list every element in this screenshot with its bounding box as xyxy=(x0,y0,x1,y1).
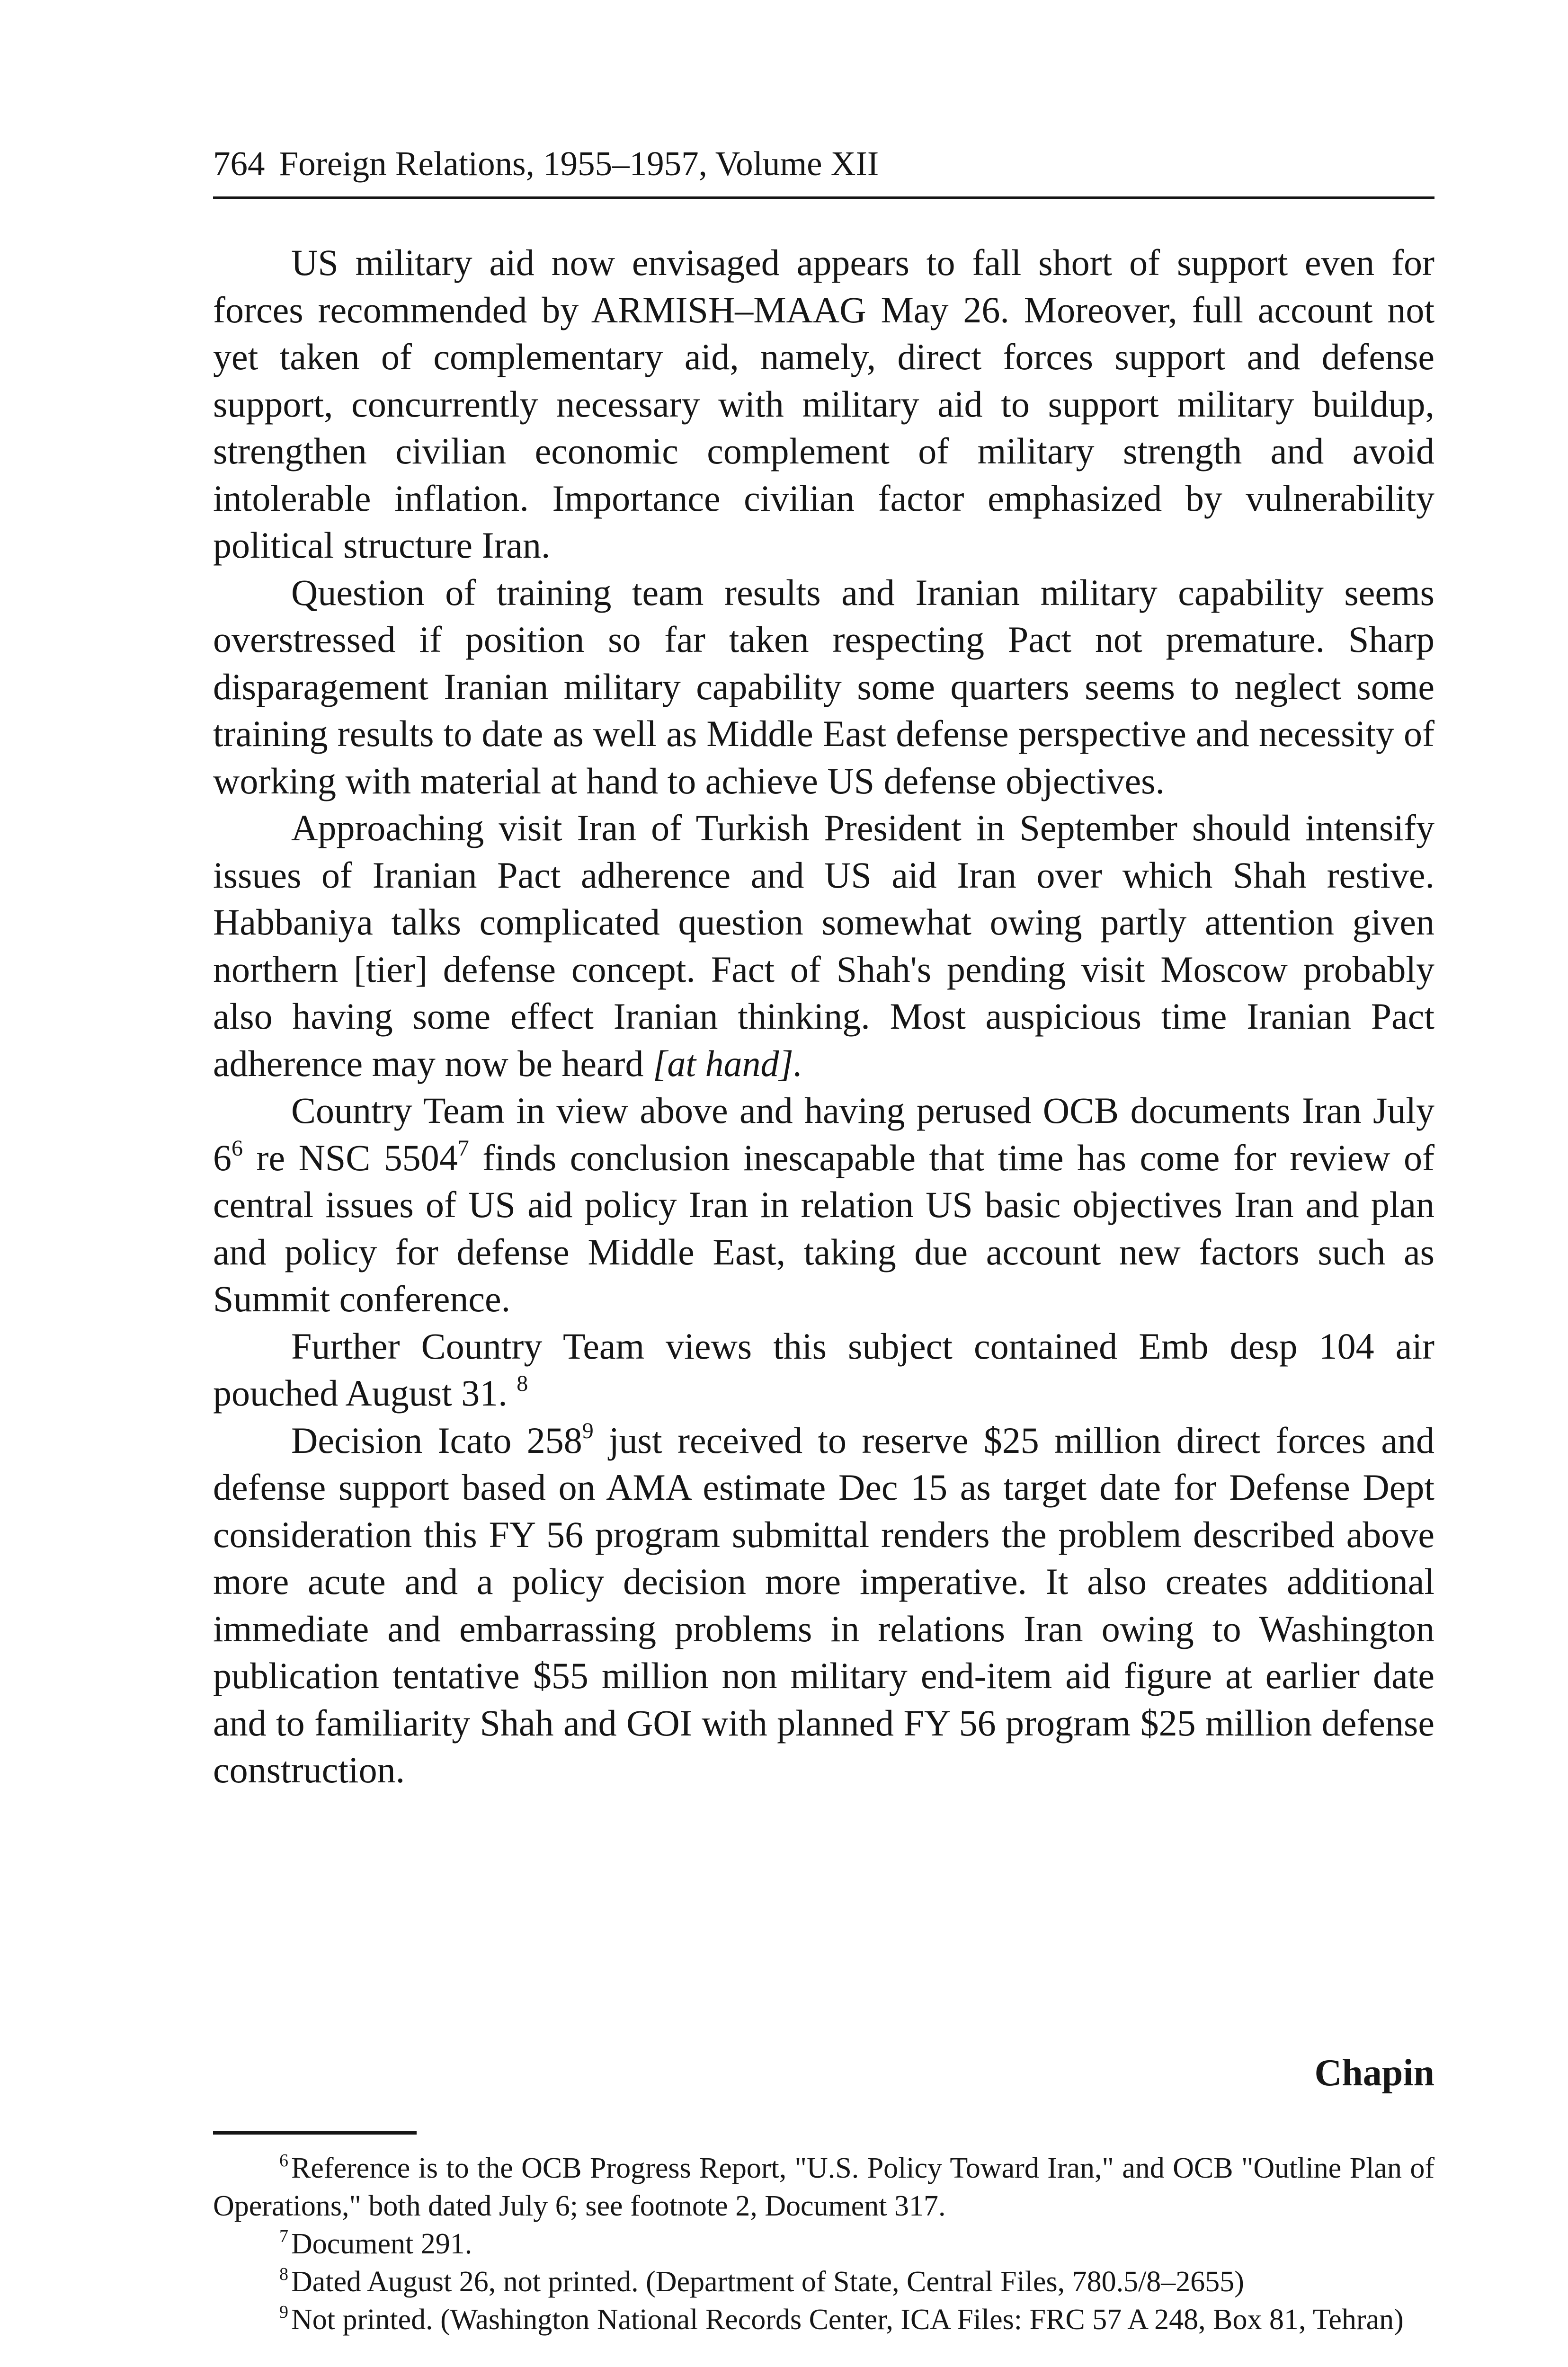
footnote-9 xyxy=(213,2301,1434,2339)
paragraph-2: Question of training team results and Iranian military capability seems overstressed if position so far taken respecting Pact not premature. Sharp disparagement Iranian military capability some quarters seems to neglect some training results to date as well as Middle East defense perspective and necessity of working with material at hand to achieve US defense objectives. xyxy=(213,571,1434,801)
paragraph-1: US military aid now envisaged appears to fall short of support even for forces recommended by ARMISH–MAAG May 26. Moreover, full account not yet taken of complementary aid, namely, direct forces support and defense support, concurrently necessary with military aid to support military buildup, strengthen civilian economic complement of military strength and avoid intolerable inflation. Importance civilian factor emphasized by vulnerability political structure Iran. xyxy=(213,242,1434,566)
footnote-ref-7[interactable]: 7 xyxy=(457,1135,469,1161)
paragraph-3 xyxy=(213,804,1434,1087)
footnotes xyxy=(213,2149,1434,2339)
page-number: 764 xyxy=(213,144,265,183)
paragraph-5 xyxy=(213,1323,1434,1417)
paragraph-6-text-b: just received to reserve $25 million direct forces and defense support based on AMA estimate Dec 15 as target date for Defense Dept consideration this FY 56 program submittal renders the problem described above more acute and a policy decision more imperative. It also creates additional immediate and embarrassing problems in relations Iran owing to Washington publication tentative $55 million non military end-item aid figure at earlier date and to familiarity Shah and GOI with planned FY 56 program $25 million defense construction. xyxy=(213,1419,1434,1790)
signature: Chapin xyxy=(1314,2052,1434,2094)
footnote-number: 8 xyxy=(279,2264,288,2285)
paragraph-4-text-b: re NSC 5504 xyxy=(243,1137,458,1178)
paragraph-5-text: Further Country Team views this subject contained Emb desp 104 air pouched August 31. xyxy=(213,1325,1434,1414)
footnote-text: Reference is to the OCB Progress Report, "U.S. Policy Toward Iran," and OCB "Outline Plan of Operations," both dated July 6; see footnote 2, Document 317. xyxy=(213,2152,1434,2222)
footnote-ref-6[interactable]: 6 xyxy=(232,1135,243,1161)
document-body xyxy=(213,239,1434,1794)
footnote-text: Document 291. xyxy=(291,2228,472,2260)
footnote-8 xyxy=(213,2263,1434,2301)
footnote-text: Not printed. (Washington National Records Center, ICA Files: FRC 57 A 248, Box 81, Tehran) xyxy=(291,2304,1404,2336)
paragraph-6-text-a: Decision Icato 258 xyxy=(291,1419,582,1461)
footnote-7 xyxy=(213,2225,1434,2263)
paragraph-3-italic: [at hand]. xyxy=(653,1042,803,1084)
footnote-ref-9[interactable]: 9 xyxy=(582,1418,594,1443)
paragraph-4-text-a: Country Team in view above and having perused OCB documents Iran July 6 xyxy=(213,1090,1434,1178)
running-title: Foreign Relations, 1955–1957, Volume XII xyxy=(279,144,879,183)
footnote-number: 6 xyxy=(279,2151,288,2171)
footnote-rule xyxy=(213,2131,417,2135)
header-rule xyxy=(213,196,1434,199)
running-header xyxy=(213,142,1434,186)
footnote-number: 7 xyxy=(279,2226,288,2247)
paragraph-4 xyxy=(213,1087,1434,1323)
paragraph-4-text-c: finds conclusion inescapable that time has come for review of central issues of US aid policy Iran in relation US basic objectives Iran and plan and policy for defense Middle East, taking due account new factors such as Summit conference. xyxy=(213,1137,1434,1319)
footnote-6 xyxy=(213,2149,1434,2225)
paragraph-3-text: Approaching visit Iran of Turkish President in September should intensify issues of Iranian Pact adherence and US aid Iran over which Shah restive. Habbaniya talks complicated question somewhat owing partly attention given northern [tier] defense concept. Fact of Shah's pending visit Moscow probably also having some effect Iranian thinking. Most auspicious time Iranian Pact adherence may now be heard xyxy=(213,807,1434,1084)
paragraph-6 xyxy=(213,1417,1434,1794)
footnote-ref-8[interactable]: 8 xyxy=(517,1371,528,1396)
footnote-text: Dated August 26, not printed. (Department of State, Central Files, 780.5/8–2655) xyxy=(291,2266,1244,2298)
footnote-number: 9 xyxy=(279,2302,288,2323)
